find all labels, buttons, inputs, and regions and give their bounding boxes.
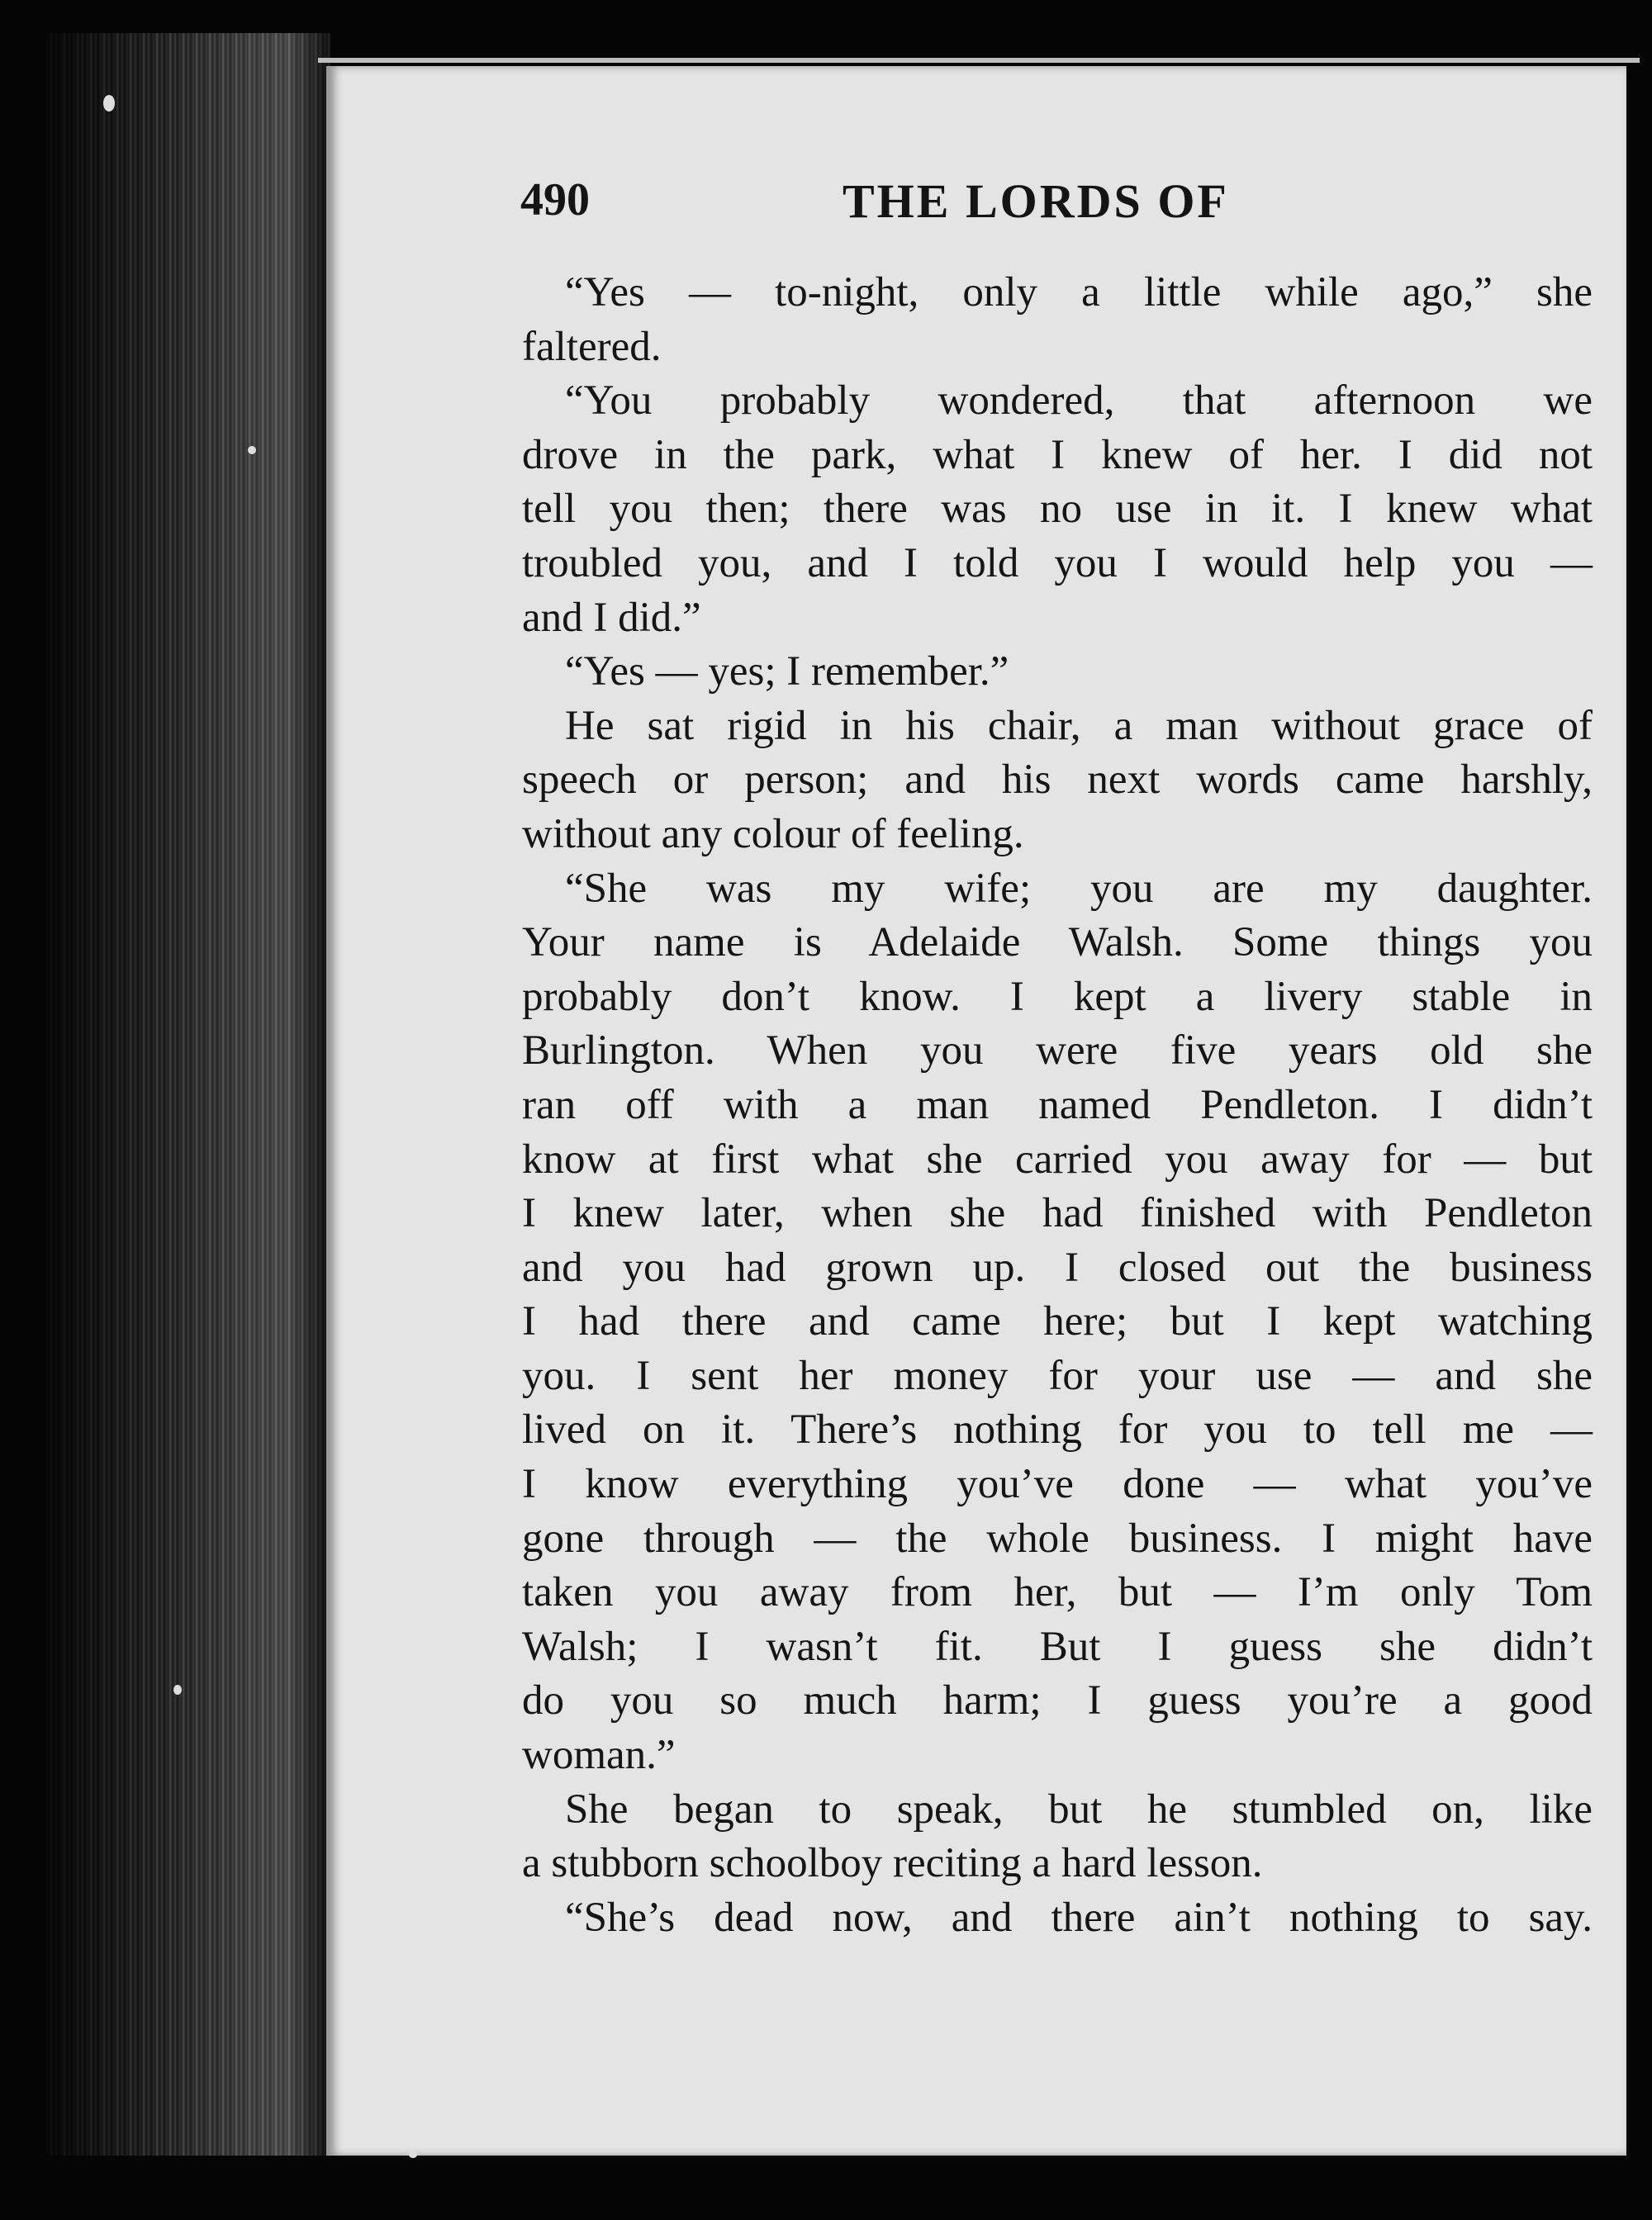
text-line: gone through — the whole business. I might have — [522, 1515, 1593, 1562]
text-line: and I did.” — [522, 594, 701, 641]
text-line: ran off with a man named Pendleton. I didn’t — [522, 1081, 1593, 1128]
paragraph — [522, 862, 1593, 1783]
text-line: “Yes — yes; I remember.” — [565, 648, 1009, 695]
dust-speck — [248, 446, 256, 454]
text-line: drove in the park, what I knew of her. I did not — [522, 431, 1593, 478]
book-page-edges — [45, 33, 330, 2156]
text-line: do you so much harm; I guess you’re a good — [522, 1677, 1593, 1724]
text-line: woman.” — [522, 1732, 676, 1779]
text-line: Walsh; I wasn’t fit. But I guess she didn’t — [522, 1623, 1593, 1670]
text-line: “Yes — to-night, only a little while ago,” she — [565, 269, 1593, 315]
text-line: Your name is Adelaide Walsh. Some things you — [522, 919, 1593, 966]
dust-speck — [103, 95, 115, 111]
text-line: probably don’t know. I kept a livery stable in — [522, 973, 1593, 1020]
dust-speck — [409, 2151, 417, 2158]
text-line: lived on it. There’s nothing for you to tell me — — [522, 1406, 1593, 1454]
text-line: know at first what she carried you away for — but — [522, 1136, 1593, 1183]
paragraph — [522, 1783, 1593, 1891]
paragraph — [522, 1891, 1593, 1946]
paragraph — [522, 374, 1593, 645]
text-line: She began to speak, but he stumbled on, like — [565, 1786, 1593, 1833]
text-line: without any colour of feeling. — [522, 810, 1024, 857]
dust-speck — [173, 1685, 182, 1695]
text-line: I had there and came here; but I kept watching — [522, 1298, 1593, 1345]
body-text — [522, 266, 1593, 1945]
text-line: a stubborn schoolboy reciting a hard lesson. — [522, 1840, 1263, 1887]
text-line: taken you away from her, but — I’m only Tom — [522, 1569, 1593, 1616]
text-line: speech or person; and his next words came harshly, — [522, 757, 1593, 804]
text-line: tell you then; there was no use in it. I knew what — [522, 486, 1593, 533]
text-line: “You probably wondered, that afternoon we — [565, 377, 1593, 425]
paragraph — [522, 266, 1593, 374]
paragraph — [522, 700, 1593, 862]
text-line: I knew later, when she had finished with Pendleton — [522, 1190, 1593, 1237]
text-line: troubled you, and I told you I would help you — — [522, 539, 1593, 586]
text-line: faltered. — [522, 323, 662, 370]
page-top-edge — [318, 58, 1640, 63]
page-number: 490 — [520, 174, 590, 225]
text-line: He sat rigid in his chair, a man without grace of — [565, 702, 1593, 749]
text-line: “She was my wife; you are my daughter. — [565, 865, 1593, 912]
text-line: I know everything you’ve done — what you’ve — [522, 1461, 1593, 1508]
text-line: and you had grown up. I closed out the business — [522, 1244, 1593, 1291]
text-line: Burlington. When you were five years old she — [522, 1027, 1593, 1074]
paragraph — [522, 645, 1593, 700]
running-head: THE LORDS OF — [843, 174, 1229, 228]
text-line: “She’s dead now, and there ain’t nothing to say. — [565, 1894, 1593, 1941]
text-line: you. I sent her money for your use — and she — [522, 1352, 1593, 1399]
